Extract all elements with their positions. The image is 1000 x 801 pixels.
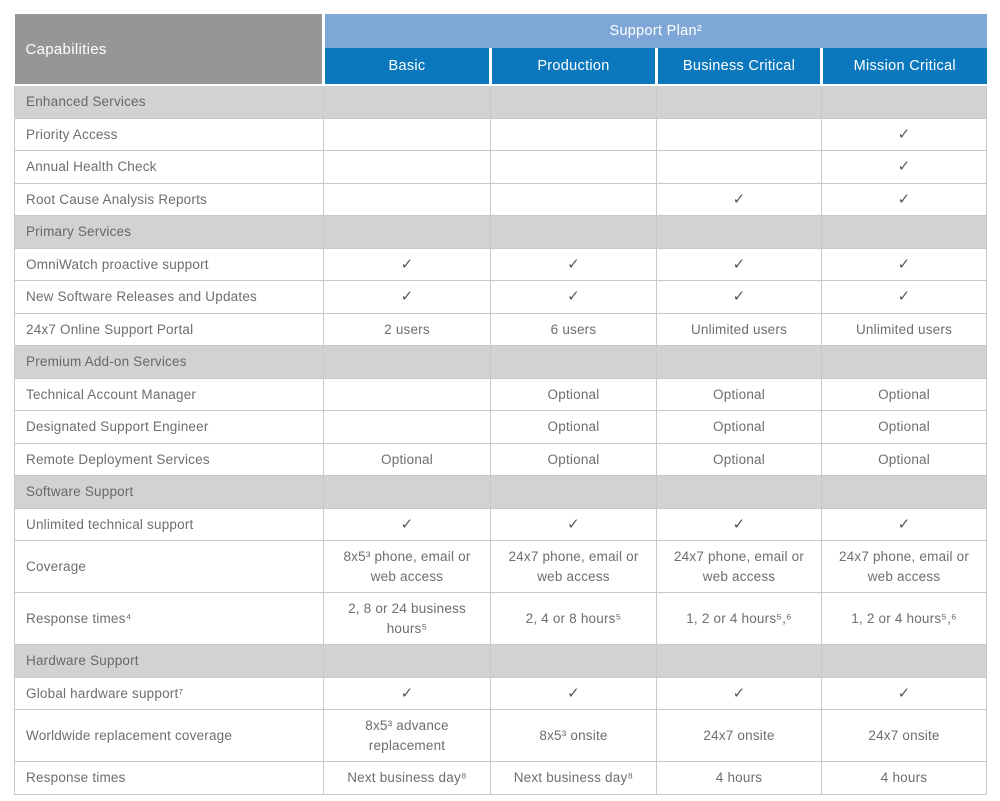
check-mark: ✓ [657, 677, 822, 710]
plan-cell: 24x7 phone, email or web access [657, 541, 822, 593]
table-row [15, 541, 987, 593]
plan-cell [657, 216, 822, 249]
plan-cell: Unlimited users [822, 313, 987, 346]
plan-cell: 2 users [324, 313, 491, 346]
check-mark: ✓ [822, 508, 987, 541]
table-row [15, 508, 987, 541]
plan-column-header: Basic [324, 48, 491, 85]
plan-cell: 8x5³ phone, email or web access [324, 541, 491, 593]
plan-cell [822, 85, 987, 118]
section-row [15, 216, 987, 249]
support-plan-table [14, 14, 986, 795]
check-mark: ✓ [657, 183, 822, 216]
plan-cell: Next business day⁸ [491, 762, 657, 795]
section-label: Hardware Support [15, 645, 324, 678]
check-mark: ✓ [657, 248, 822, 281]
plan-cell: 2, 4 or 8 hours⁵ [491, 593, 657, 645]
table-row [15, 378, 987, 411]
section-label: Premium Add-on Services [15, 346, 324, 379]
capability-label: 24x7 Online Support Portal [15, 313, 324, 346]
check-mark: ✓ [822, 151, 987, 184]
table-row [15, 411, 987, 444]
plan-cell [657, 645, 822, 678]
table-row [15, 183, 987, 216]
plan-cell: 2, 8 or 24 business hours⁵ [324, 593, 491, 645]
plan-cell [491, 85, 657, 118]
section-label: Software Support [15, 476, 324, 509]
plan-cell: 4 hours [822, 762, 987, 795]
section-row [15, 476, 987, 509]
check-mark: ✓ [822, 118, 987, 151]
plan-cell [822, 346, 987, 379]
check-mark: ✓ [324, 281, 491, 314]
check-mark: ✓ [491, 248, 657, 281]
plan-cell [491, 216, 657, 249]
plan-cell [491, 183, 657, 216]
table-row [15, 313, 987, 346]
capability-label: OmniWatch proactive support [15, 248, 324, 281]
table-row [15, 151, 987, 184]
plan-cell [822, 476, 987, 509]
plan-cell: Optional [822, 378, 987, 411]
plan-cell: Unlimited users [657, 313, 822, 346]
plan-cell: 1, 2 or 4 hours⁵,⁶ [822, 593, 987, 645]
section-label: Enhanced Services [15, 85, 324, 118]
capability-label: Root Cause Analysis Reports [15, 183, 324, 216]
plan-cell [491, 118, 657, 151]
plan-cell [657, 118, 822, 151]
check-mark: ✓ [491, 677, 657, 710]
check-mark: ✓ [324, 508, 491, 541]
plan-cell: 24x7 onsite [657, 710, 822, 762]
plan-cell [822, 216, 987, 249]
plan-cell: 8x5³ onsite [491, 710, 657, 762]
check-mark: ✓ [822, 183, 987, 216]
check-mark: ✓ [324, 248, 491, 281]
table-row [15, 443, 987, 476]
table-row [15, 593, 987, 645]
plan-cell [324, 346, 491, 379]
plan-cell [324, 118, 491, 151]
plan-cell [657, 476, 822, 509]
check-mark: ✓ [657, 281, 822, 314]
capability-label: Response times [15, 762, 324, 795]
check-mark: ✓ [822, 248, 987, 281]
plan-cell [324, 151, 491, 184]
plan-cell: Optional [657, 443, 822, 476]
capability-label: Coverage [15, 541, 324, 593]
capability-label: Unlimited technical support [15, 508, 324, 541]
section-row [15, 85, 987, 118]
plan-cell: Optional [324, 443, 491, 476]
plan-column-header: Production [491, 48, 657, 85]
capability-label: Response times⁴ [15, 593, 324, 645]
plan-cell: 24x7 phone, email or web access [491, 541, 657, 593]
plan-cell: Optional [491, 378, 657, 411]
comparison-table [14, 14, 987, 795]
plan-cell [491, 346, 657, 379]
plan-cell: 4 hours [657, 762, 822, 795]
plan-cell [657, 85, 822, 118]
section-row [15, 346, 987, 379]
plan-cell [657, 346, 822, 379]
plan-cell [491, 151, 657, 184]
check-mark: ✓ [822, 677, 987, 710]
table-row [15, 762, 987, 795]
check-mark: ✓ [657, 508, 822, 541]
plan-cell: 6 users [491, 313, 657, 346]
check-mark: ✓ [491, 281, 657, 314]
plan-cell: 24x7 phone, email or web access [822, 541, 987, 593]
plan-cell [324, 183, 491, 216]
capability-label: Global hardware support⁷ [15, 677, 324, 710]
support-plan-band-row [15, 14, 987, 48]
plan-cell [324, 85, 491, 118]
plan-cell [491, 476, 657, 509]
plan-cell [324, 216, 491, 249]
capability-label: Technical Account Manager [15, 378, 324, 411]
plan-cell: 1, 2 or 4 hours⁵,⁶ [657, 593, 822, 645]
section-row [15, 645, 987, 678]
table-row [15, 281, 987, 314]
capability-label: New Software Releases and Updates [15, 281, 324, 314]
plan-column-header: Business Critical [657, 48, 822, 85]
capability-label: Priority Access [15, 118, 324, 151]
support-plan-header: Support Plan² [324, 14, 987, 48]
capabilities-header: Capabilities [15, 14, 324, 85]
plan-cell: Optional [657, 378, 822, 411]
check-mark: ✓ [491, 508, 657, 541]
plan-cell [324, 411, 491, 444]
plan-cell: 8x5³ advance replacement [324, 710, 491, 762]
plan-cell: 24x7 onsite [822, 710, 987, 762]
capability-label: Worldwide replacement coverage [15, 710, 324, 762]
plan-cell [491, 645, 657, 678]
plan-cell: Optional [491, 443, 657, 476]
plan-cell [324, 378, 491, 411]
plan-cell [324, 645, 491, 678]
table-row [15, 118, 987, 151]
check-mark: ✓ [324, 677, 491, 710]
plan-cell [822, 645, 987, 678]
plan-cell: Optional [822, 411, 987, 444]
table-row [15, 248, 987, 281]
capability-label: Annual Health Check [15, 151, 324, 184]
plan-cell [324, 476, 491, 509]
plan-column-header: Mission Critical [822, 48, 987, 85]
plan-cell: Optional [822, 443, 987, 476]
plan-cell: Optional [491, 411, 657, 444]
section-label: Primary Services [15, 216, 324, 249]
capability-label: Remote Deployment Services [15, 443, 324, 476]
plan-cell [657, 151, 822, 184]
check-mark: ✓ [822, 281, 987, 314]
plan-cell: Optional [657, 411, 822, 444]
capability-label: Designated Support Engineer [15, 411, 324, 444]
table-row [15, 710, 987, 762]
table-row [15, 677, 987, 710]
plan-cell: Next business day⁸ [324, 762, 491, 795]
